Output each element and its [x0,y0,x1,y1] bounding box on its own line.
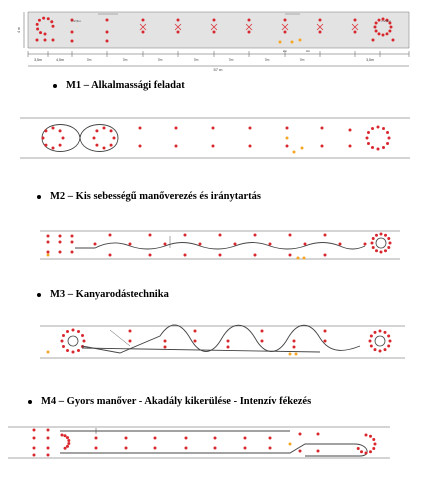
marker-cone-yellow [301,147,304,150]
marker-cone [219,254,222,257]
marker-cone [81,334,84,337]
marker-cone [52,147,55,150]
m4-course-diagram [0,418,439,468]
marker-cone [36,27,39,30]
marker-cone [77,349,80,352]
marker-cone [374,26,377,29]
marker-cone [71,241,74,244]
marker-cone [110,144,113,147]
marker-cone [36,23,39,26]
marker-cone [93,137,96,140]
marker-cone [286,145,289,148]
marker-cone [42,137,45,140]
marker-cone [103,147,106,150]
marker-cone [375,30,378,33]
marker-cone [374,443,377,446]
marker-cone [378,19,381,22]
m3-course-diagram [0,316,439,366]
marker-cone [177,31,180,34]
marker-cone [286,127,289,130]
marker-cone [389,242,392,245]
marker-cone [389,340,392,343]
marker-cone [319,19,322,22]
marker-cone [321,127,324,130]
marker-cone [388,137,391,140]
marker-cone [106,31,109,34]
marker-cone [382,34,385,37]
marker-cone [164,346,167,349]
marker-cone [375,234,378,237]
bullet-icon [37,195,41,199]
marker-cone [254,254,257,257]
marker-cone [319,31,322,34]
marker-cone [374,348,377,351]
marker-cone-yellow [289,443,292,446]
marker-cone [47,251,50,254]
marker-cone [50,20,53,23]
marker-cone [67,439,70,442]
marker-cone [72,329,75,332]
marker-cone [269,437,272,440]
marker-cone [248,31,251,34]
marker-cone [386,142,389,145]
marker-cone [384,348,387,351]
m2-caption: M2 – Kis sebességű manőverezés és iránytartás [37,191,261,202]
marker-cone [67,442,70,445]
dimension-label: 7m [157,58,163,62]
m4-caption: M4 – Gyors manőver - Akadály kikerülése - Intenzív fékezés [28,396,311,407]
marker-cone [289,254,292,257]
marker-cone [177,19,180,22]
slalom-path [75,243,365,250]
marker-cone [387,237,390,240]
marker-cone [261,340,264,343]
marker-cone [125,447,128,450]
marker-cone [379,330,382,333]
dimension-label: 7m [193,58,199,62]
marker-cone [154,447,157,450]
marker-cone [379,350,382,353]
marker-cone [289,234,292,237]
radius-label: r=2,5m [381,19,391,23]
marker-cone [367,131,370,134]
marker-cone [47,447,50,450]
marker-cone [33,437,36,440]
marker-cone [185,437,188,440]
m2-course-diagram [0,222,439,268]
marker-cone [149,254,152,257]
marker-cone [299,433,302,436]
marker-cone [360,450,363,453]
bullet-icon [53,84,57,88]
marker-cone [106,19,109,22]
marker-cone [392,39,395,42]
marker-cone [42,17,45,20]
marker-cone [321,145,324,148]
marker-cone [317,433,320,436]
marker-cone [62,334,65,337]
marker-cone [44,33,47,36]
marker-cone [64,447,67,450]
marker-cone [369,435,372,438]
marker-cone [366,137,369,140]
marker-cone [77,330,80,333]
marker-cone [164,340,167,343]
marker-cone [324,340,327,343]
marker-cone [59,235,62,238]
marker-cone [374,331,377,334]
turn-circle-path [376,238,386,248]
marker-cone [66,445,69,448]
marker-cone [94,243,97,246]
marker-cone [44,39,47,42]
marker-cone-yellow [293,151,296,154]
marker-cone [324,234,327,237]
marker-cone [109,234,112,237]
marker-cone [139,127,142,130]
marker-cone [324,330,327,333]
marker-cone [64,434,67,437]
marker-cone [33,454,36,457]
total-length-label: 57 m [213,67,223,72]
marker-cone [184,254,187,257]
marker-cone [304,243,307,246]
marker-cone [382,127,385,130]
marker-cone [372,246,375,249]
marker-cone-yellow [279,41,282,44]
marker-cone [71,251,74,254]
marker-cone [47,17,50,20]
dimension-label: 2m [282,49,288,53]
marker-cone [33,429,36,432]
marker-cone [194,340,197,343]
return-path [82,348,320,352]
marker-cone [139,145,142,148]
marker-cone [125,437,128,440]
marker-cone [164,243,167,246]
marker-cone-yellow [299,39,302,42]
marker-cone [52,127,55,130]
marker-cone [299,450,302,453]
marker-cone [372,447,375,450]
m3-caption: M3 – Kanyarodástechnika [37,289,169,300]
marker-cone [103,127,106,130]
marker-cone [269,447,272,450]
marker-cone-yellow [297,257,300,260]
bullet-icon [28,400,32,404]
radius-label: r=2,5m [71,19,81,23]
m1-course-diagram [0,108,439,168]
marker-cone [185,447,188,450]
marker-cone [384,234,387,237]
marker-cone [129,340,132,343]
marker-cone [293,346,296,349]
marker-cone [248,19,251,22]
marker-cone [375,249,378,252]
marker-cone [249,127,252,130]
marker-cone-yellow [303,257,306,260]
maneuver-path [60,431,367,456]
dimension-label: 7m [228,58,234,62]
marker-cone [71,31,74,34]
marker-cone [372,237,375,240]
marker-cone [184,234,187,237]
marker-cone [213,31,216,34]
marker-cone [36,39,39,42]
marker-cone [66,349,69,352]
marker-cone [212,145,215,148]
marker-cone [149,234,152,237]
marker-cone [47,235,50,238]
marker-cone [234,243,237,246]
marker-cone [83,340,86,343]
width-label: 4 m [17,27,21,33]
marker-cone [384,331,387,334]
marker-cone [269,243,272,246]
marker-cone [95,129,98,132]
marker-cone [71,40,74,43]
marker-cone [213,19,216,22]
marker-cone [372,39,375,42]
marker-cone [284,19,287,22]
marker-cone [142,31,145,34]
marker-cone [377,126,380,129]
marker-cone [371,127,374,130]
marker-cone [349,129,352,132]
marker-cone [377,148,380,151]
marker-cone [47,454,50,457]
marker-cone [109,254,112,257]
dimension-label: 7m [299,58,305,62]
marker-cone [47,429,50,432]
marker-cone-yellow [289,353,292,356]
dimension-label: 4,5m [56,58,64,62]
marker-cone [293,340,296,343]
marker-cone [249,145,252,148]
marker-cone [261,330,264,333]
marker-cone [61,340,64,343]
marker-cone [244,437,247,440]
marker-cone [39,31,42,34]
marker-cone [386,131,389,134]
marker-cone [113,137,116,140]
marker-cone [214,437,217,440]
dimension-label: 7m [86,58,92,62]
marker-cone [175,127,178,130]
turn-circle-path [375,336,385,346]
marker-cone [61,434,64,437]
marker-cone [386,32,389,35]
marker-cone [106,40,109,43]
marker-cone-yellow [286,137,289,140]
track-band [28,12,409,48]
dimension-label: 7m [264,58,270,62]
marker-cone [380,233,383,236]
marker-cone [227,346,230,349]
marker-cone [95,144,98,147]
marker-cone-yellow [47,254,50,257]
marker-cone [129,330,132,333]
marker-cone [194,330,197,333]
course-plan-diagram [0,0,439,74]
marker-cone [52,39,55,42]
marker-cone [371,146,374,149]
bullet-icon [37,293,41,297]
marker-cone [47,241,50,244]
marker-cone [364,243,367,246]
marker-cone [199,243,202,246]
marker-cone [59,129,62,132]
marker-cone [212,127,215,130]
marker-cone [95,447,98,450]
marker-cone [244,447,247,450]
marker-cone [219,234,222,237]
marker-cone [365,434,368,437]
marker-cone [284,31,287,34]
marker-cone [324,254,327,257]
marker-cone [384,249,387,252]
marker-cone [72,351,75,354]
dimension-label: 3,5m [366,58,374,62]
marker-cone [339,243,342,246]
marker-cone [375,22,378,25]
turn-circle-path [68,336,78,346]
marker-cone [254,234,257,237]
guide-line [110,330,130,346]
marker-cone [388,30,391,33]
marker-cone [62,345,65,348]
marker-cone [38,19,41,22]
m1-caption: M1 – Alkalmassági feladat [53,80,185,91]
marker-cone [387,345,390,348]
marker-cone [33,447,36,450]
marker-cone-yellow [47,351,50,354]
marker-cone [44,129,47,132]
marker-cone-yellow [291,41,294,44]
dimension-label: 4m [305,49,311,53]
marker-cone [380,251,383,254]
marker-cone [59,241,62,244]
dimension-label: 3,5m [34,58,42,62]
marker-cone [382,146,385,149]
marker-cone [387,246,390,249]
marker-cone [365,452,368,455]
marker-cone [44,144,47,147]
marker-cone [95,437,98,440]
marker-cone [154,437,157,440]
marker-cone [71,235,74,238]
marker-cone [387,335,390,338]
marker-cone [357,447,360,450]
marker-cone [372,438,375,441]
marker-cone [62,137,65,140]
marker-cone [47,437,50,440]
marker-cone [59,251,62,254]
marker-cone [390,26,393,29]
marker-cone [369,340,372,343]
marker-cone-yellow [295,353,298,356]
marker-cone [59,144,62,147]
marker-cone [367,142,370,145]
marker-cone [66,436,69,439]
marker-cone [317,450,320,453]
marker-cone [110,129,113,132]
marker-cone [349,145,352,148]
marker-cone [51,25,54,28]
marker-cone [354,19,357,22]
marker-cone [369,450,372,453]
marker-cone [370,345,373,348]
marker-cone [227,340,230,343]
dimension-label: 7m [122,58,128,62]
marker-cone [354,31,357,34]
marker-cone [370,335,373,338]
marker-cone [214,447,217,450]
marker-cone [142,19,145,22]
marker-cone [378,32,381,35]
marker-cone [175,145,178,148]
marker-cone [129,243,132,246]
marker-cone [66,330,69,333]
marker-cone [371,242,374,245]
